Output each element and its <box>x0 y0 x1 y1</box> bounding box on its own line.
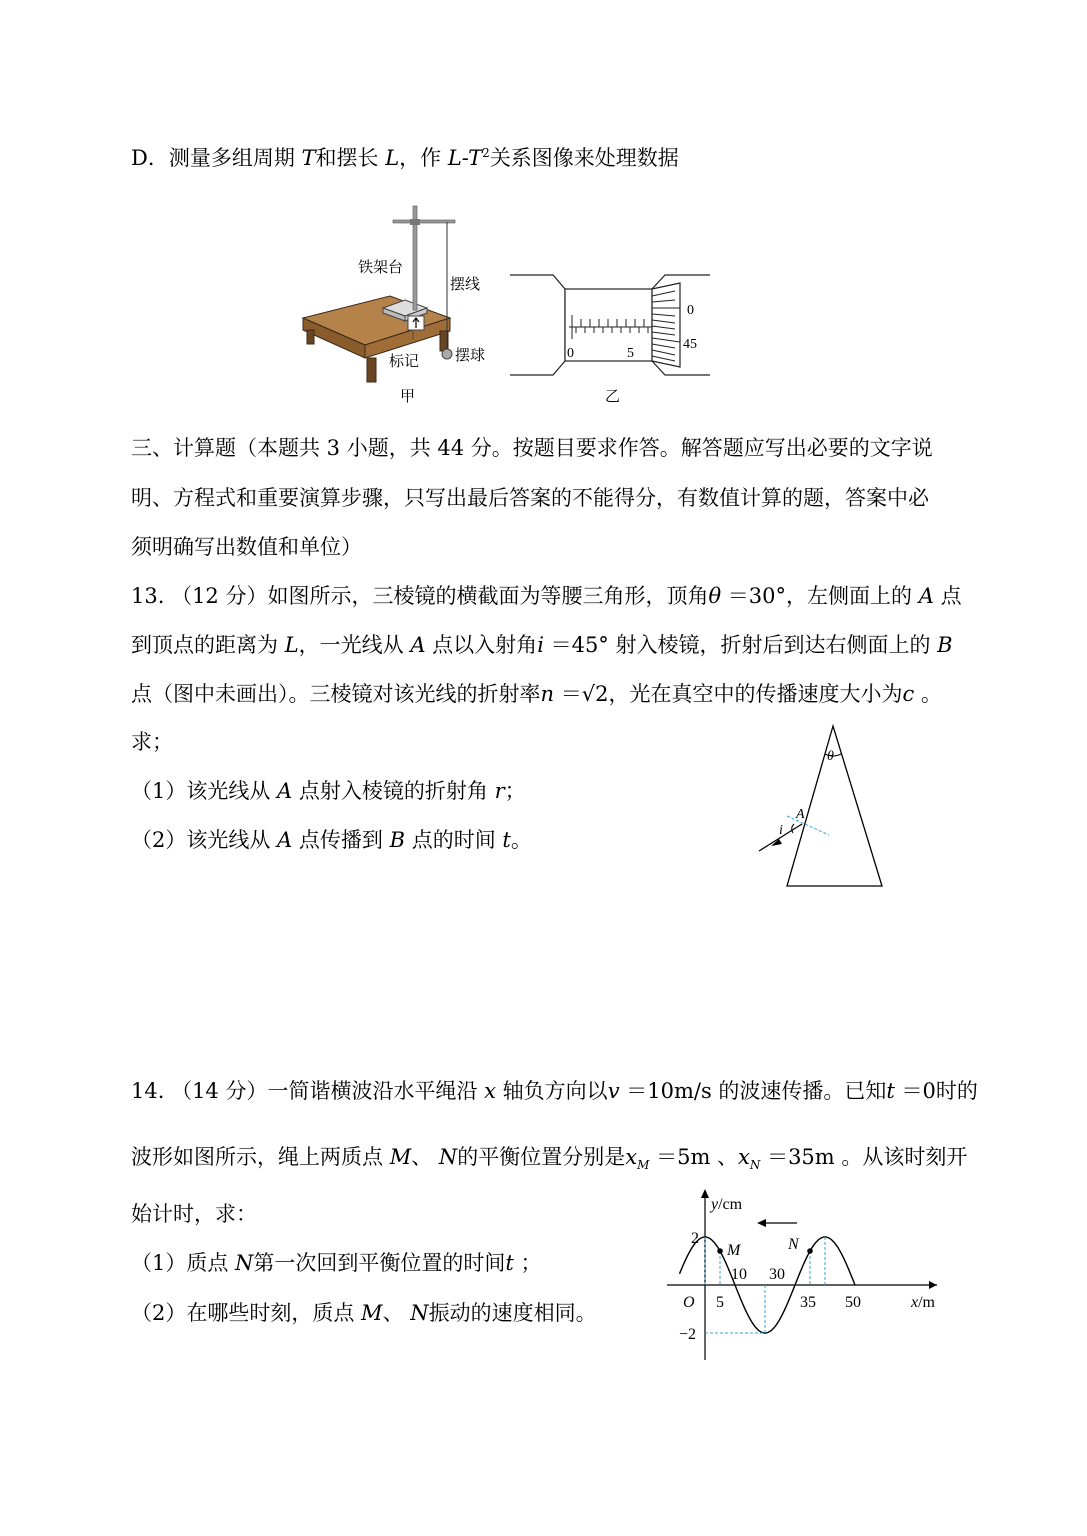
main-scale-5: 5 <box>627 346 634 361</box>
q13-sub1-text: （1）该光线从 <box>131 779 278 803</box>
q14-text-6: 的平衡位置分别是 <box>457 1145 626 1169</box>
var-L: L <box>385 146 400 170</box>
var-xM-sub: M <box>637 1158 650 1173</box>
prism-i: i <box>779 823 783 838</box>
x-tick-5: 5 <box>716 1294 724 1311</box>
eq-v: ＝10m/s <box>619 1079 712 1103</box>
q13-text: 13. （12 分）如图所示，三棱镜的横截面为等腰三角形，顶角 <box>131 584 709 608</box>
q14-sub2 <box>131 1299 597 1327</box>
point-M <box>717 1248 723 1254</box>
direction-arrow-head <box>757 1219 766 1227</box>
q13-line3 <box>131 680 942 708</box>
var-N: N <box>438 1145 458 1169</box>
var-M-2: M <box>361 1301 383 1325</box>
y-axis-arrow <box>701 1189 709 1198</box>
option-d-text: D．测量多组周期 <box>131 146 302 170</box>
var-theta: θ <box>708 584 722 608</box>
ball-label: 摆球 <box>455 346 486 364</box>
q13-text-5: ，一光线从 <box>298 633 411 657</box>
var-t: t <box>502 828 511 852</box>
x-tick-10: 10 <box>731 1266 747 1283</box>
x-axis-label: x/m <box>911 1294 935 1311</box>
q14-text: 14. （14 分）一简谐横波沿水平绳沿 <box>131 1079 485 1103</box>
var-xN: x <box>738 1145 750 1169</box>
q14-sub1-text-2: 第一次回到平衡位置的时间 <box>253 1251 506 1275</box>
sep-2: 、 <box>382 1301 411 1325</box>
var-B-2: B <box>389 828 406 852</box>
q13-sub2 <box>131 826 532 854</box>
x-tick-50: 50 <box>845 1294 861 1311</box>
q14-sub2-text: （2）在哪些时刻，质点 <box>131 1301 362 1325</box>
q14-text-8: 。从该时刻开 <box>834 1145 968 1169</box>
caption-jia: 甲 <box>400 387 416 405</box>
thimble-45: 45 <box>683 337 697 352</box>
sep: 、 <box>411 1145 439 1169</box>
q13-line4: 求； <box>131 730 173 754</box>
eq-theta: ＝30° <box>721 584 787 608</box>
wave-chart <box>655 1185 945 1365</box>
q13-line2 <box>131 631 953 659</box>
q14-text-3: 的波速传播。已知 <box>711 1079 887 1103</box>
q13-line1 <box>131 582 962 610</box>
y-axis-label: y/cm <box>711 1196 743 1213</box>
q13-text-9: ，光在真空中的传播速度大小为 <box>608 682 903 706</box>
eq-xM: ＝5m <box>649 1145 711 1169</box>
var-t-2: t <box>886 1079 895 1103</box>
micrometer-figure <box>505 265 720 410</box>
x-axis-arrow <box>929 1281 937 1289</box>
q13-sub2-text-3: 点的时间 <box>405 828 503 852</box>
q14-text-5: 波形如图所示，绳上两质点 <box>131 1145 390 1169</box>
var-T: T <box>301 146 316 170</box>
eq-t: ＝0 <box>894 1079 936 1103</box>
q13-sub1-text-2: 点射入棱镜的折射角 <box>292 779 495 803</box>
y-tick-neg2: −2 <box>679 1326 697 1343</box>
formula-sup: 2 <box>482 146 490 160</box>
pendulum-figure <box>295 200 510 410</box>
var-A: A <box>918 584 934 608</box>
mark-label: 标记 <box>389 352 420 370</box>
q13-text-8: 点（图中未画出）。三棱镜对该光线的折射率 <box>131 682 541 706</box>
var-A-3: A <box>277 779 293 803</box>
q13-text-4: 到顶点的距离为 <box>131 633 285 657</box>
q13-text-10: 。 <box>914 682 942 706</box>
thimble-0: 0 <box>687 303 694 318</box>
q14-text-2: 轴负方向以 <box>496 1079 608 1103</box>
q14-sub1 <box>131 1249 542 1277</box>
q13-text-2: ，左侧面上的 <box>786 584 919 608</box>
var-t-3: t <box>505 1251 514 1275</box>
q13-text-7: 射入棱镜，折射后到达右侧面上的 <box>608 633 938 657</box>
y-tick-2: 2 <box>691 1230 699 1247</box>
var-v: v <box>607 1079 620 1103</box>
var-L-2: L <box>284 633 299 657</box>
eq-i: ＝45° <box>543 633 609 657</box>
q13-sub1-text-3: ； <box>504 779 526 803</box>
q14-sub1-text: （1）质点 <box>131 1251 236 1275</box>
caption-yi: 乙 <box>605 387 621 405</box>
var-B: B <box>937 633 953 657</box>
q14-line3: 始计时，求： <box>131 1202 257 1226</box>
option-d-text-2: 和摆长 <box>315 146 386 170</box>
var-A-2: A <box>410 633 426 657</box>
eq-xN: ＝35m <box>760 1145 835 1169</box>
var-M: M <box>389 1145 412 1169</box>
q13-sub2-text: （2）该光线从 <box>131 828 278 852</box>
var-i: i <box>537 633 544 657</box>
option-d-text-4: 关系图像来处理数据 <box>489 146 679 170</box>
q14-text-4: 时的 <box>935 1079 978 1103</box>
section3-line3: 须明确写出数值和单位） <box>131 535 362 559</box>
var-xM: x <box>625 1145 638 1169</box>
q13-sub1 <box>131 777 526 805</box>
stand-label: 铁架台 <box>358 258 404 276</box>
q14-sub2-text-2: 振动的速度相同。 <box>428 1301 597 1325</box>
point-N <box>807 1248 813 1254</box>
main-scale-0: 0 <box>567 346 574 361</box>
q13-text-6: 点以入射角 <box>425 633 538 657</box>
section3-line2: 明、方程式和重要演算步骤，只写出最后答案的不能得分，有数值计算的题，答案中必 <box>131 486 929 510</box>
var-c: c <box>902 682 915 706</box>
q14-line2 <box>131 1143 967 1179</box>
formula-L-T2: L-T <box>447 146 483 170</box>
option-d-text-3: ，作 <box>399 146 448 170</box>
label-M: M <box>727 1242 741 1260</box>
option-d <box>131 139 679 172</box>
q14-line1 <box>131 1077 978 1105</box>
var-N-2: N <box>235 1251 254 1275</box>
q13-sub2-text-4: 。 <box>510 828 532 852</box>
var-x: x <box>484 1079 496 1103</box>
q13-sub2-text-2: 点传播到 <box>292 828 390 852</box>
var-n: n <box>540 682 555 706</box>
var-N-3: N <box>410 1301 429 1325</box>
x-tick-35: 35 <box>800 1294 816 1311</box>
var-xN-sub: N <box>749 1158 761 1173</box>
q13-text-3: 点 <box>933 584 962 608</box>
string-label: 摆线 <box>450 275 481 293</box>
label-N: N <box>788 1236 799 1254</box>
var-r: r <box>494 779 505 803</box>
prism-theta: θ <box>827 749 834 764</box>
q14-sub1-text-3: ； <box>513 1251 542 1275</box>
prism-A: A <box>796 807 805 822</box>
x-tick-30: 30 <box>769 1266 785 1283</box>
section3-line1: 三、计算题（本题共 3 小题，共 44 分。按题目要求作答。解答题应写出必要的文字说 <box>131 436 933 460</box>
var-A-4: A <box>277 828 293 852</box>
origin-label: O <box>683 1294 695 1311</box>
eq-n: ＝√2 <box>554 682 609 706</box>
prism-figure <box>745 720 895 895</box>
q14-text-7: 、 <box>710 1145 739 1169</box>
